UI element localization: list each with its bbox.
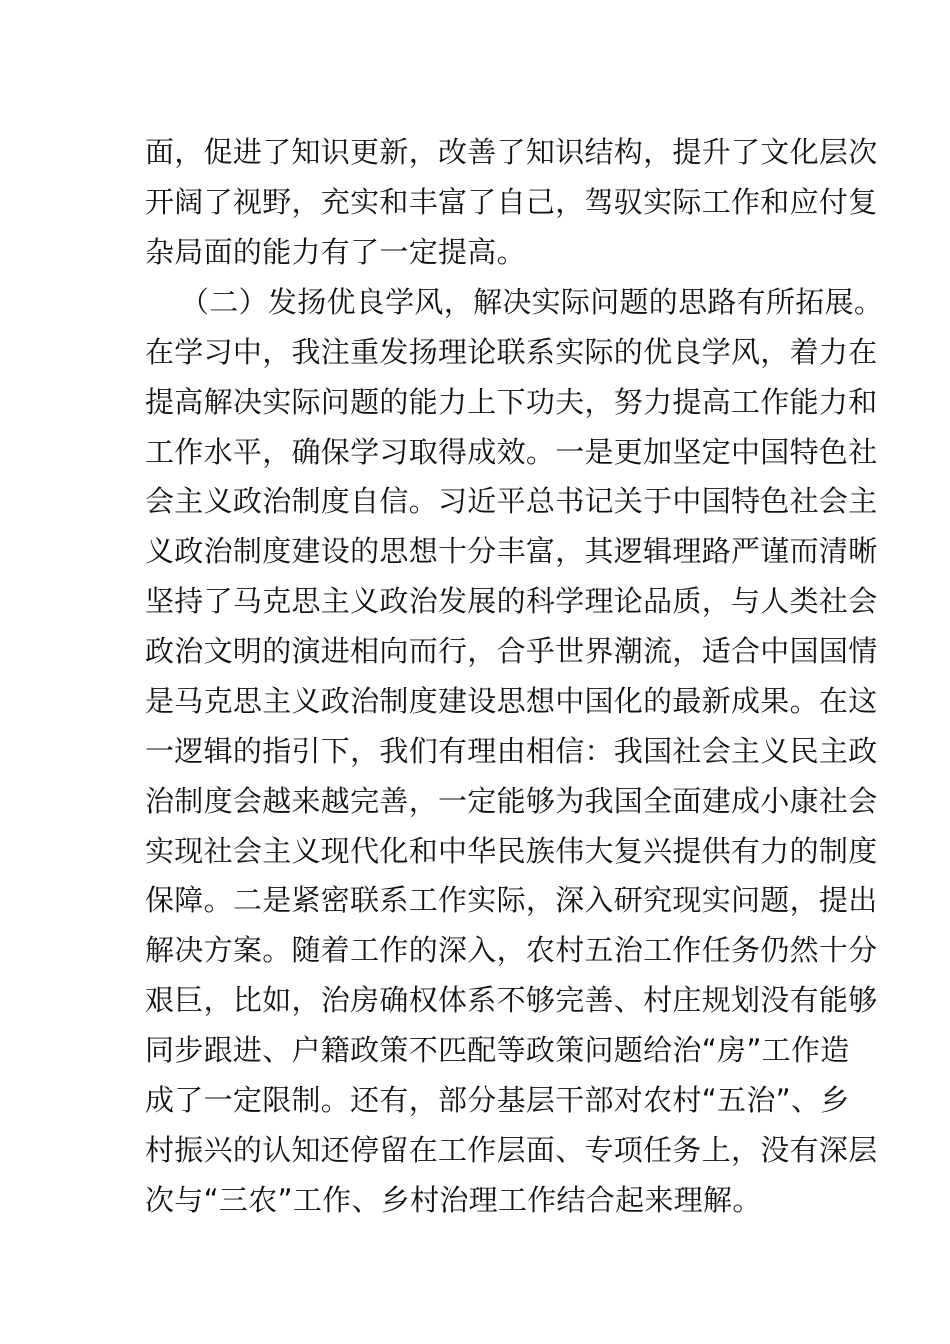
text-line: 实现社会主义现代化和中华民族伟大复兴提供有力的制度	[145, 834, 878, 868]
text-line: 政治文明的演进相向而行，合乎世界潮流，适合中国国情	[145, 634, 878, 668]
text-line: 开阔了视野，充实和丰富了自己，驾驭实际工作和应付复	[145, 185, 878, 219]
text-line: 面，促进了知识更新，改善了知识结构，提升了文化层次	[145, 135, 878, 169]
text-line: 成了一定限制。还有，部分基层干部对农村“五治”、乡	[145, 1083, 850, 1117]
text-line: 解决方案。随着工作的深入，农村五治工作任务仍然十分	[145, 933, 878, 967]
text-line: 工作水平，确保学习取得成效。一是更加坚定中国特色社	[145, 435, 878, 469]
text-line: 杂局面的能力有了一定提高。	[145, 235, 526, 269]
text-line: 治制度会越来越完善，一定能够为我国全面建成小康社会	[145, 784, 878, 818]
text-line: 义政治制度建设的思想十分丰富，其逻辑理路严谨而清晰	[145, 534, 878, 568]
section-heading-line: （二）发扬优良学风，解决实际问题的思路有所拓展。	[180, 285, 884, 319]
text-line: 一逻辑的指引下，我们有理由相信：我国社会主义民主政	[145, 734, 878, 768]
text-line: 会主义政治制度自信。习近平总书记关于中国特色社会主	[145, 484, 878, 518]
text-line: 次与“三农”工作、乡村治理工作结合起来理解。	[145, 1183, 762, 1217]
text-line: 艰巨，比如，治房确权体系不够完善、村庄规划没有能够	[145, 983, 878, 1017]
text-line: 在学习中，我注重发扬理论联系实际的优良学风，着力在	[145, 335, 878, 369]
text-line: 村振兴的认知还停留在工作层面、专项任务上，没有深层	[145, 1133, 878, 1167]
text-line: 同步跟进、户籍政策不匹配等政策问题给治“房”工作造	[145, 1033, 850, 1067]
text-line: 提高解决实际问题的能力上下功夫，努力提高工作能力和	[145, 385, 878, 419]
text-line: 保障。二是紧密联系工作实际，深入研究现实问题，提出	[145, 883, 878, 917]
text-line: 坚持了马克思主义政治发展的科学理论品质，与人类社会	[145, 584, 878, 618]
text-line: 是马克思主义政治制度建设思想中国化的最新成果。在这	[145, 684, 878, 718]
